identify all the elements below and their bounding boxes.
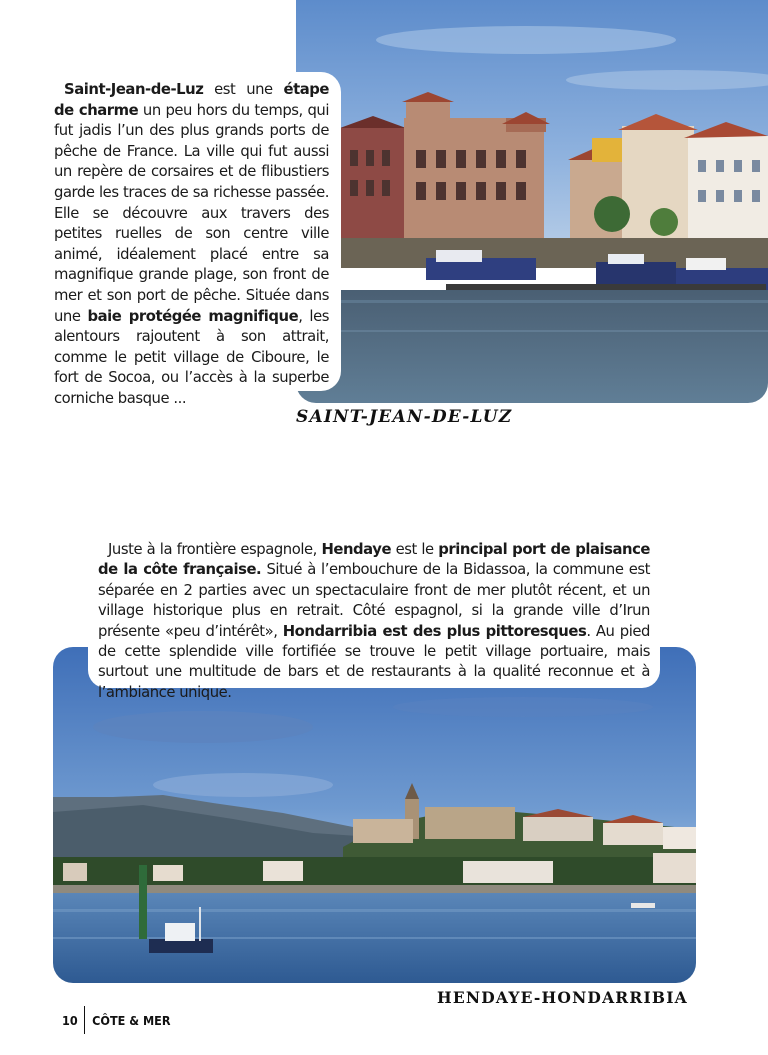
- footer-divider: [84, 1006, 86, 1034]
- paragraph-text: , les alentours rajoutent à son attrait, comme le petit village de Ciboure, le fort de Socoa, ou l’accès à la superbe corniche basque ...: [54, 307, 329, 407]
- paragraph-text: Situé à l’embouchure de la Bidassoa, la commune est séparée en 2 parties avec un spectaculaire front de mer plutôt récent, et un village historique plus en retrait. Côté espagnol, si la grande ville d’Irun présente «peu d’intérêt»,: [98, 561, 650, 640]
- paragraph-text: . Au pied de cette splendide ville fortifiée se trouve le petit village portuaire, mais surtout une multitude de bars et de restaurants à la qualité reconnue et à l’ambiance unique.: [98, 622, 650, 701]
- place-name-hendaye: Hendaye: [321, 541, 392, 558]
- page-number: 10: [62, 1012, 78, 1028]
- paragraph-text: est une: [203, 81, 284, 98]
- page-footer: [62, 1005, 171, 1035]
- saint-jean-de-luz-caption: SAINT-JEAN-DE-LUZ: [296, 407, 513, 427]
- saint-jean-de-luz-photo: [296, 0, 768, 403]
- paragraph-text: Juste à la frontière espagnole,: [108, 541, 322, 558]
- highlight-baie-protegee: baie protégée magnifique: [87, 307, 299, 325]
- hendaye-hondarribia-caption: HENDAYE-HONDARRIBIA: [437, 988, 688, 1007]
- paragraph-text: est le: [391, 541, 439, 558]
- place-name-saint-jean-de-luz: Saint-Jean-de-Luz: [64, 81, 204, 98]
- hendaye-paragraph: [98, 540, 650, 703]
- highlight-hondarribia: Hondarribia est des plus pittoresques: [282, 622, 587, 640]
- highlight-port-de-plaisance: principal port de plaisance de la côte française.: [98, 541, 651, 579]
- saint-jean-de-luz-paragraph: [54, 80, 329, 410]
- magazine-name: CÔTE & MER: [92, 1012, 171, 1028]
- highlight-etape-de-charme: étape de charme: [54, 81, 329, 119]
- paragraph-text: un peu hors du temps, qui fut jadis l’un des plus grands ports de pêche de France. La ville qui fut aussi un repère de corsaires et de flibustiers garde les traces de sa richesse passée. Elle se découvre aux travers des petites ruelles de son centre ville animé, idéalement placé entre sa magnifique grande plage, son front de mer et son port de pêche. Située dans une: [54, 101, 329, 325]
